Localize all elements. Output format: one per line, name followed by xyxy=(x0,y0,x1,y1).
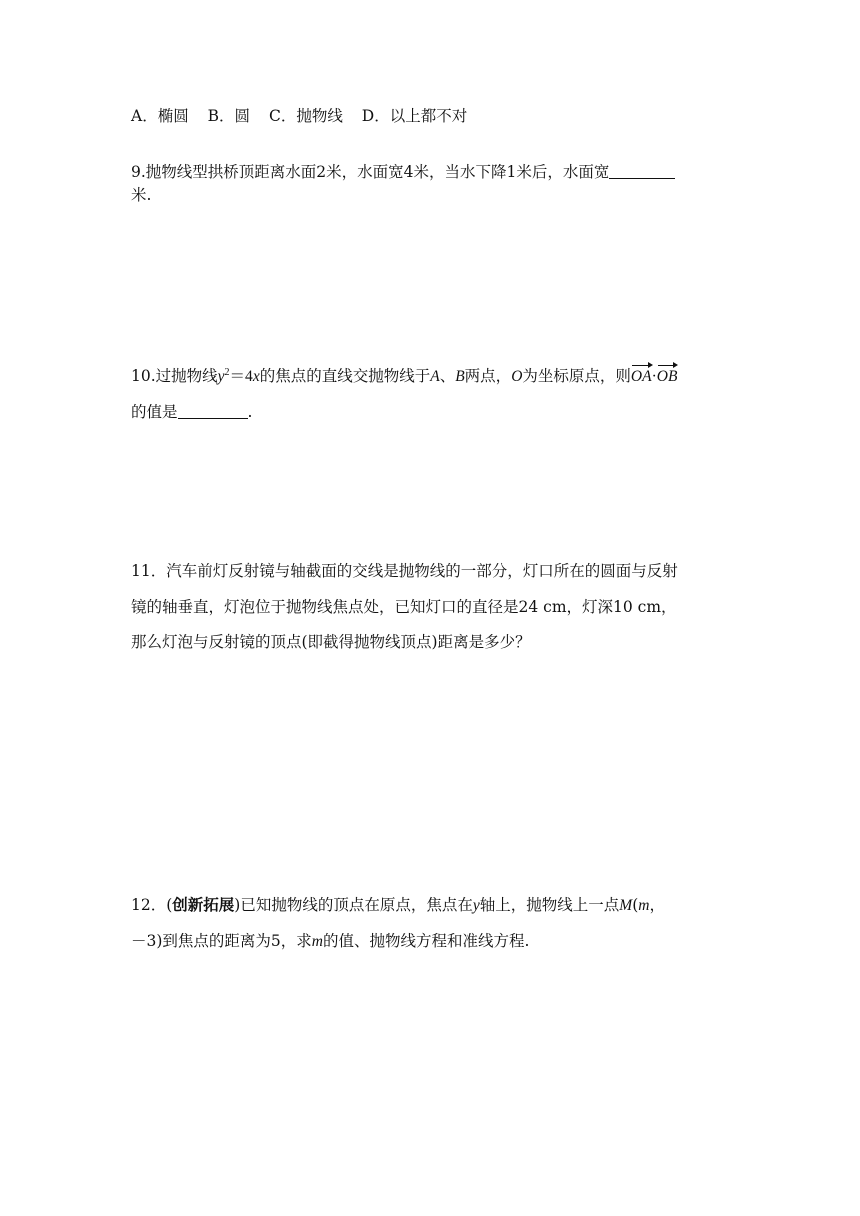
q10-vector-ob: OB xyxy=(656,368,678,385)
q10-line2 xyxy=(131,402,252,422)
q12-var-y: y xyxy=(472,897,480,914)
q8-option-a: A．椭圆 xyxy=(131,107,189,125)
q10-text-end: . xyxy=(247,403,253,421)
q10-point-a: A xyxy=(430,368,440,385)
q10-separator: 、 xyxy=(439,367,456,385)
q12-text-1: )已知抛物线的顶点在原点，焦点在 xyxy=(234,896,473,914)
q11-line2: 镜的轴垂直，灯泡位于抛物线焦点处，已知灯口的直径是24 cm，灯深10 cm， xyxy=(131,598,677,616)
q10-point-o: O xyxy=(511,368,523,385)
q10-text-2: 的焦点的直线交抛物线于 xyxy=(259,367,431,385)
q9-text-end: 米. xyxy=(131,186,152,204)
q10-var-y: y xyxy=(217,368,225,385)
q12-line2 xyxy=(131,931,529,952)
q10-exponent: 2 xyxy=(224,367,230,378)
q12-number: 12．( xyxy=(131,896,173,914)
q10-point-b: B xyxy=(455,368,465,385)
q8-options xyxy=(131,106,467,126)
q12-paren: ( xyxy=(632,896,639,914)
q10-equals: ＝4 xyxy=(229,368,253,385)
q8-option-c: C．抛物线 xyxy=(268,107,343,125)
q8-option-d: D．以上都不对 xyxy=(361,107,468,125)
q11-line1: 11．汽车前灯反射镜与轴截面的交线是抛物线的一部分，灯口所在的圆面与反射 xyxy=(131,562,678,580)
q9-line1 xyxy=(131,162,675,182)
q10-text-4: 为坐标原点，则 xyxy=(522,367,631,385)
q12-text-2: 轴上，抛物线上一点 xyxy=(479,896,620,914)
q8-option-b: B．圆 xyxy=(207,107,251,125)
q11-line3: 那么灯泡与反射镜的顶点(即截得抛物线顶点)距离是多少？ xyxy=(131,633,531,651)
q9-text: 9.抛物线型拱桥顶距离水面2米，水面宽4米，当水下降1米后，水面宽 xyxy=(131,163,610,181)
q12-tag: 创新拓展 xyxy=(172,895,235,914)
q10-text-3: 两点， xyxy=(464,367,512,385)
q10-line1 xyxy=(131,366,677,387)
q10-dot-product: · xyxy=(651,368,657,385)
q12-point-m: M xyxy=(619,897,633,914)
q12-line1 xyxy=(131,895,665,916)
q10-text-1: 10.过抛物线 xyxy=(131,367,218,385)
q12-text-4: 的值、抛物线方程和准线方程. xyxy=(322,932,530,950)
q12-var-m-2: m xyxy=(311,933,323,950)
q9-answer-blank xyxy=(609,164,675,179)
q9-line2 xyxy=(131,185,151,205)
q12-text-3: －3)到焦点的距离为5，求 xyxy=(131,932,312,950)
q10-vector-oa: OA xyxy=(630,368,652,385)
q10-var-x: x xyxy=(252,368,260,385)
q12-var-m: m xyxy=(638,897,650,914)
q12-comma: ， xyxy=(649,896,665,914)
q10-text-5: 的值是 xyxy=(131,403,178,421)
q10-answer-blank xyxy=(178,404,248,419)
